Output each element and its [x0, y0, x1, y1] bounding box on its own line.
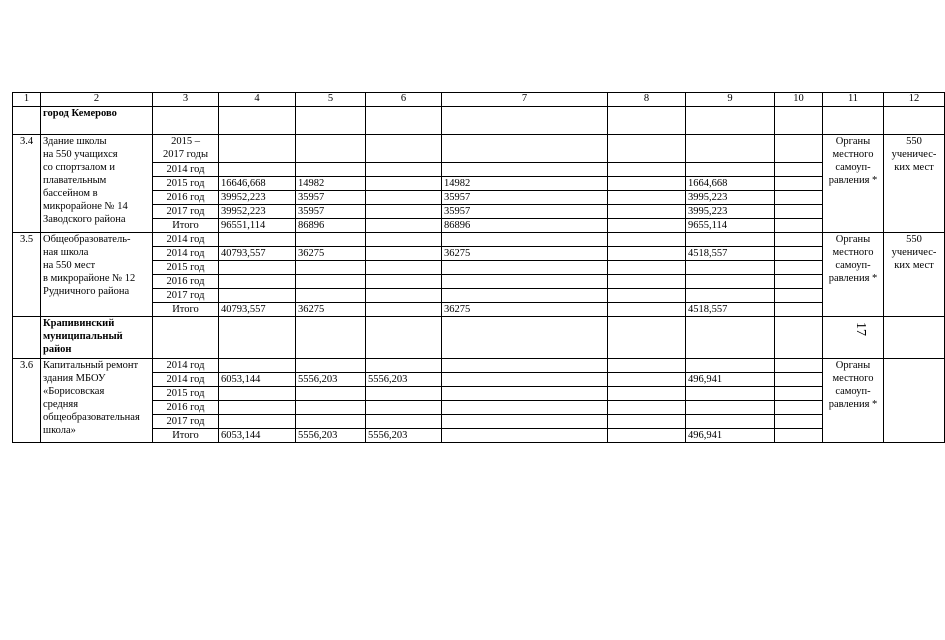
row-number: 3.6 [13, 359, 41, 443]
section-row [13, 317, 945, 359]
table-row: 2014 год 40793,557 36275 36275 4518,557 [13, 247, 945, 261]
year-label: 2017 год [153, 289, 219, 303]
table-row [13, 135, 945, 163]
total-row: Итого 40793,557 36275 36275 4518,557 [13, 303, 945, 317]
year-label: 2015 год [153, 177, 219, 191]
year-label: 2014 год [153, 247, 219, 261]
column-header: 12 [884, 93, 945, 107]
table-row: 2014 год 6053,144 5556,203 5556,203 496,941 [13, 373, 945, 387]
table-row [13, 275, 945, 289]
expected-result: 550 ученичес- ких мест [884, 135, 945, 233]
table-row: 2016 год 39952,223 35957 35957 3995,223 [13, 191, 945, 205]
year-label: 2014 год [153, 233, 219, 247]
object-name: Капитальный ремонт здания МБОУ «Борисовская средняя общеобразовательная школа» [41, 359, 153, 443]
column-header: 5 [296, 93, 366, 107]
table-row [13, 359, 945, 373]
page-number: 17 [853, 322, 868, 336]
year-label: 2016 год [153, 275, 219, 289]
total-label: Итого [153, 303, 219, 317]
column-header: 4 [219, 93, 296, 107]
total-row: Итого 6053,144 5556,203 5556,203 496,941 [13, 429, 945, 443]
year-label: 2014 год [153, 373, 219, 387]
table-row: 2017 год 39952,223 35957 35957 3995,223 [13, 205, 945, 219]
section-title: город Кемерово [41, 107, 153, 135]
section-title: Крапивинский муниципальный район [41, 317, 153, 359]
column-header: 3 [153, 93, 219, 107]
row-number: 3.4 [13, 135, 41, 233]
period-cell: 2015 – 2017 годы [153, 135, 219, 163]
budget-table [12, 92, 945, 443]
expected-result [884, 359, 945, 443]
object-name: Общеобразователь- ная школа на 550 мест в микрорайоне № 12 Рудничного района [41, 233, 153, 317]
row-number: 3.5 [13, 233, 41, 317]
year-label: 2017 год [153, 415, 219, 429]
table-row: 2015 год 16646,668 14982 14982 1664,668 [13, 177, 945, 191]
table-row [13, 289, 945, 303]
table-row [13, 401, 945, 415]
table-row [13, 163, 945, 177]
total-label: Итого [153, 219, 219, 233]
column-header: 1 [13, 93, 41, 107]
year-label: 2015 год [153, 261, 219, 275]
year-label: 2017 год [153, 205, 219, 219]
responsible-org: Органы местного самоуп- равления * [823, 359, 884, 443]
responsible-org: Органы местного самоуп- равления * [823, 233, 884, 317]
column-header-row [13, 93, 945, 107]
total-row: Итого 96551,114 86896 86896 9655,114 [13, 219, 945, 233]
table-row [13, 415, 945, 429]
column-header: 9 [686, 93, 775, 107]
expected-result: 550 ученичес- ких мест [884, 233, 945, 317]
table-row [13, 261, 945, 275]
year-label: 2016 год [153, 191, 219, 205]
year-label: 2015 год [153, 387, 219, 401]
column-header: 11 [823, 93, 884, 107]
object-name: Здание школы на 550 учащихся со спортзалом и плавательным бассейном в микрорайоне № 14 Заводского района [41, 135, 153, 233]
section-row [13, 107, 945, 135]
column-header: 6 [366, 93, 442, 107]
total-label: Итого [153, 429, 219, 443]
table-row [13, 387, 945, 401]
table-row [13, 233, 945, 247]
year-label: 2016 год [153, 401, 219, 415]
column-header: 10 [775, 93, 823, 107]
column-header: 7 [442, 93, 608, 107]
column-header: 2 [41, 93, 153, 107]
column-header: 8 [608, 93, 686, 107]
responsible-org: Органы местного самоуп- равления * [823, 135, 884, 233]
year-label: 2014 год [153, 163, 219, 177]
year-label: 2014 год [153, 359, 219, 373]
